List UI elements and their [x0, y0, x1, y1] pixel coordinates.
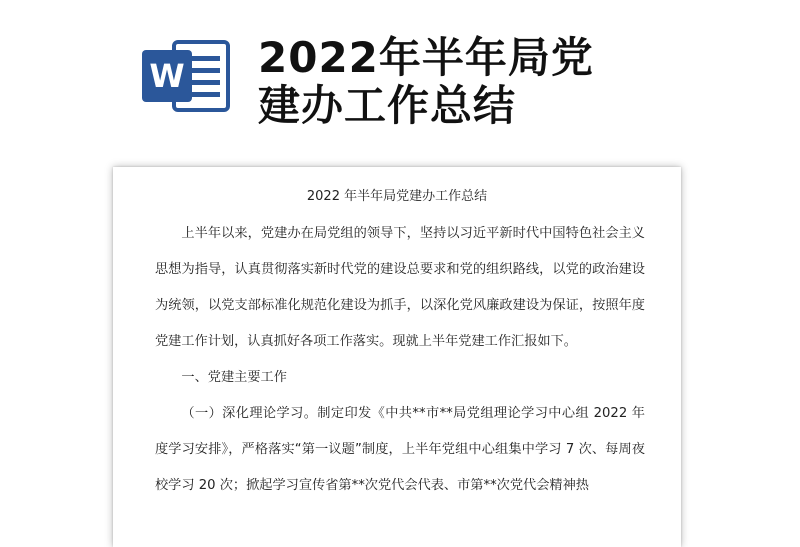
document-body: [155, 216, 645, 504]
paragraph-intro: 上半年以来，党建办在局党组的领导下，坚持以习近平新时代中国特色社会主义思想为指导，认真贯彻落实新时代党的建设总要求和党的组织路线，以党的政治建设为统领，以党支部标准化规范化建设为抓手，以深化党风廉政建设为保证，按照年度党建工作计划，认真抓好各项工作落实。现就上半年党建工作汇报如下。: [155, 226, 645, 349]
header-banner: [0, 0, 800, 160]
word-document-icon: [140, 36, 232, 116]
page-title-line-1: 2022年半年局党: [258, 33, 594, 82]
page-title-line-2: 建办工作总结: [258, 81, 517, 130]
section-heading: 一、党建主要工作: [181, 370, 287, 385]
document-title: 2022 年半年局党建办工作总结: [306, 189, 488, 204]
paragraph-theory-study: （一）深化理论学习。制定印发《中共**市**局党组理论学习中心组 2022 年度学习安排》，严格落实“第一议题”制度，上半年党组中心组集中学习 7 次、每周夜校学习 20 次；掀起学习宣传省第**次党代会代表、市第**次党代会精神热: [155, 406, 645, 493]
document-page: [113, 167, 681, 547]
page-title: [258, 34, 658, 130]
logo-letter: W: [149, 57, 185, 95]
